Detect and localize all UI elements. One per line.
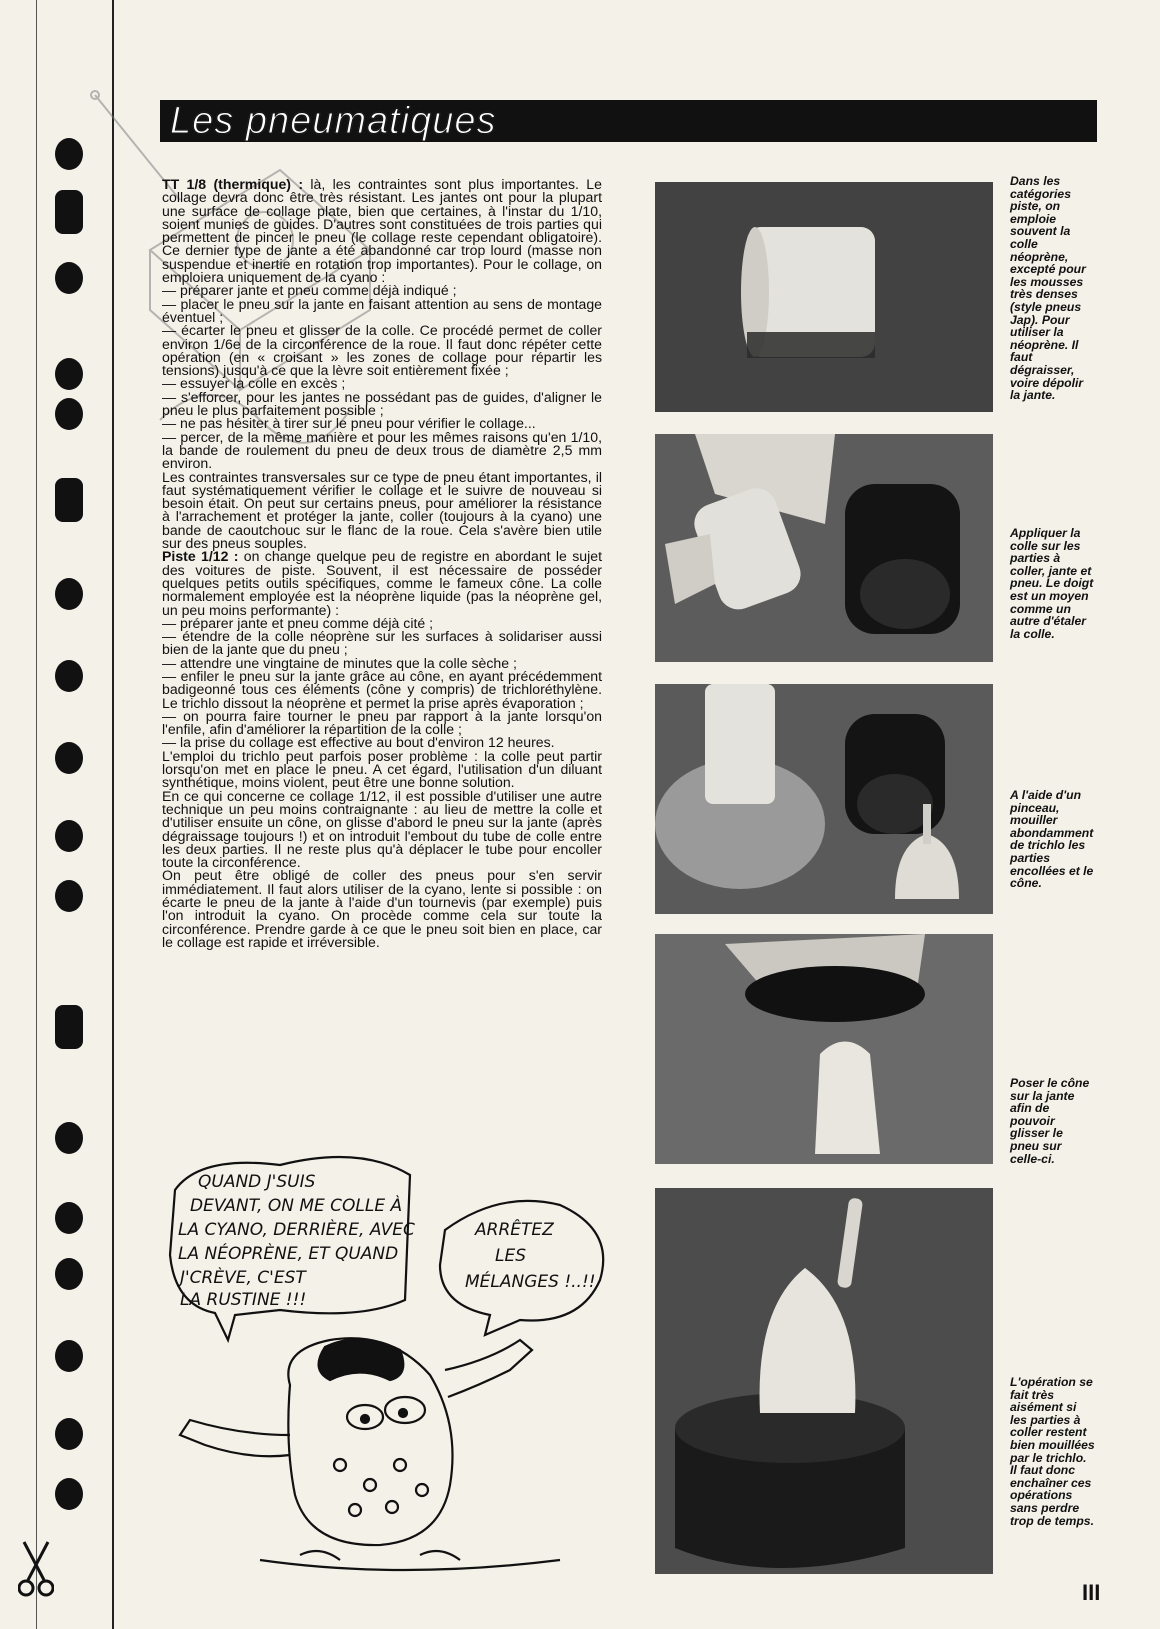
- margin-line: [36, 0, 37, 1629]
- binder-hole: [55, 478, 83, 522]
- binder-hole: [55, 190, 83, 234]
- bubble-left-line: LA RUSTINE !!!: [180, 1290, 307, 1310]
- binder-hole: [55, 398, 83, 430]
- scissors-icon: [18, 1540, 54, 1600]
- list-item: — enfiler le pneu sur la jante grâce au cône, en ayant précédemment badigeonné tous ces éléments (cône y compris) de trichloréthylène. Le trichlo dissout la néoprène et permet la prise après évaporation ;: [162, 667, 602, 711]
- list-item: — essuyer la colle en excès ;: [162, 375, 346, 392]
- binder-hole: [55, 660, 83, 692]
- page-number: III: [1082, 1580, 1101, 1605]
- caption-photo-1: Dans les catégories piste, on emploie souvent la colle néoprène, excepté pour les mousses très denses (style pneus Jap). Pour utiliser la néoprène. Il faut dégraisser, voire dépolir la jante.: [1010, 174, 1086, 403]
- paragraph: Les contraintes transversales sur ce type de pneu étant importantes, il faut systématiquement vérifier le collage et le suivre de nouveau si besoin était. On peut sur certains pneus, pour améliorer la résistance à l'arrachement et protéger la jante, coller (toujours à la cyano) une bande de caoutchouc sur le flanc de la roue. Cela s'avère bien utile sur des pneus souples.: [162, 468, 602, 552]
- paragraph-text: on change quelque peu de registre en abordant le sujet des voitures de piste. Souvent, il est nécessaire de posséder quelques petits outils spécifiques, comme le fameux cône. La colle normalement employée est la néoprène liquide (pas la néoprène gel, un peu moins performante) :: [162, 548, 602, 618]
- list-item: — placer le pneu sur la jante en faisant attention au sens de montage éventuel ;: [162, 295, 602, 325]
- paragraph: En ce qui concerne ce collage 1/12, il est possible d'utiliser une autre technique un peu moins contraignante : au lieu de mettre la colle et d'utiliser ensuite un cône, on glisse d'abord le pneu sur la jante (après dégraissage toujours !) et on introduit l'embout du tube de colle entre les deux parties. Il ne reste plus qu'à déplacer le tube pour encoller toute la circonférence.: [162, 787, 602, 871]
- photo-cone-close-up: [655, 1188, 993, 1574]
- section-lead-tt18: TT 1/8 (thermique) :: [162, 176, 304, 192]
- list-item: — percer, de la même manière et pour les mêmes raisons qu'en 1/10, la bande de roulement du pneu de deux trous de diamètre 2,5 mm environ.: [162, 428, 602, 472]
- bubble-left-line: DEVANT, ON ME COLLE À: [190, 1196, 403, 1216]
- photo-rim: [655, 182, 993, 412]
- page-title: Les pneumatiques: [170, 100, 497, 142]
- binder-hole: [55, 820, 83, 852]
- list-item: — la prise du collage est effective au bout d'environ 12 heures.: [162, 734, 555, 751]
- binder-hole: [55, 1122, 83, 1154]
- article-body: [162, 178, 602, 949]
- binder-hole: [55, 1202, 83, 1234]
- list-item: — étendre de la colle néoprène sur les surfaces à solidariser aussi bien de la jante que du pneu ;: [162, 628, 602, 658]
- title-banner: [160, 100, 1097, 142]
- paragraph: On peut être obligé de coller des pneus pour s'en servir immédiatement. Il faut alors utiliser de la cyano, lente si possible : on écarte le pneu de la jante à l'aide d'un tournevis (par exemple) puis l'on introduit la cyano. On procède comme cela sur toute la circonférence. Prendre garde à ce que le pneu soit bien en place, car le collage est rapide et irréversible.: [162, 867, 602, 950]
- list-item: — s'efforcer, pour les jantes ne possédant pas de guides, d'aligner le pneu le plus parfaitement possible ;: [162, 388, 602, 419]
- paragraph-tt18: [162, 178, 602, 284]
- caption-photo-2: Appliquer la colle sur les parties à coller, jante et pneu. Le doigt est un moyen comme un autre d'étaler la colle.: [1010, 526, 1094, 641]
- binder-hole: [55, 262, 83, 294]
- binder-hole: [55, 358, 83, 390]
- caption-photo-5: L'opération se fait très aisément si les parties à coller restent bien mouillées par le trichlo. Il faut donc enchaîner ces opérations sans perdre trop de temps.: [1010, 1375, 1095, 1528]
- photo-applying-glue: [655, 434, 993, 662]
- photo-brush-trichlo: [655, 684, 993, 914]
- bubble-right-line: ARRÊTEZ: [475, 1220, 554, 1240]
- bubble-right-line: MÉLANGES !..!!: [465, 1272, 596, 1292]
- binder-hole: [55, 880, 83, 912]
- caption-photo-4: Poser le cône sur la jante afin de pouvoir glisser le pneu sur celle-ci.: [1010, 1076, 1090, 1166]
- binder-hole: [55, 1005, 83, 1049]
- binder-hole: [55, 138, 83, 170]
- binder-hole: [55, 1418, 83, 1450]
- list-item: — ne pas hésiter à tirer sur le pneu pour vérifier le collage...: [162, 415, 536, 432]
- photo-cone-on-rim: [655, 934, 993, 1164]
- binder-hole: [55, 742, 83, 774]
- list-item: — préparer jante et pneu comme déjà indiqué ;: [162, 282, 457, 299]
- binder-hole: [55, 1258, 83, 1290]
- cartoon-illustration: [160, 1135, 630, 1575]
- binder-hole: [55, 1340, 83, 1372]
- paragraph-text: là, les contraintes sont plus importantes. Le collage devra donc être très résistant. Les jantes ont pour la plupart une surface de collage plate, bien que certaines, à l'instar du 1/10, soient munies de guides. D'autres sont constituées de trois parties qui permettent de pincer le pneu (le collage reste cependant obligatoire). Ce dernier type de jante a été abandonné car trop lourd (masse non suspendue et inertie en rotation trop importantes). Pour le collage, on emploiera uniquement de la cyano :: [162, 176, 602, 286]
- bubble-left-line: LA NÉOPRÈNE, ET QUAND: [178, 1244, 399, 1264]
- list-item: — écarter le pneu et glisser de la colle. Ce procédé permet de coller environ 1/6e de la circonférence de la roue. Il faut donc répéter cette opération (en « croisant » les zones de collage pour répartir les tensions) jusqu'à ce que la lèvre soit entièrement fixée ;: [162, 322, 602, 379]
- paragraph-piste: [162, 550, 602, 616]
- bubble-left-line: QUAND J'SUIS: [198, 1172, 316, 1192]
- list-item: — préparer jante et pneu comme déjà cité ;: [162, 614, 434, 631]
- caption-photo-3: A l'aide d'un pinceau, mouiller abondamment de trichlo les parties encollées et le cône.: [1010, 788, 1094, 891]
- binder-hole: [55, 578, 83, 610]
- bubble-right-line: LES: [495, 1246, 527, 1266]
- bubble-left-line: LA CYANO, DERRIÈRE, AVEC: [178, 1220, 415, 1240]
- paragraph: L'emploi du trichlo peut parfois poser problème : la colle peut partir lorsqu'on met en place le pneu. A cet égard, l'utilisation d'un diluant synthétique, moins violent, peut être une bonne solution.: [162, 747, 602, 791]
- bubble-left-line: J'CRÈVE, C'EST: [180, 1268, 306, 1288]
- binder-hole: [55, 1478, 83, 1510]
- section-lead-piste: Piste 1/12 :: [162, 548, 239, 565]
- list-item: — on pourra faire tourner le pneu par rapport à la jante lorsqu'on l'enfile, afin d'améliorer la répartition de la colle ;: [162, 707, 602, 738]
- list-item: — attendre une vingtaine de minutes que la colle sèche ;: [162, 654, 517, 671]
